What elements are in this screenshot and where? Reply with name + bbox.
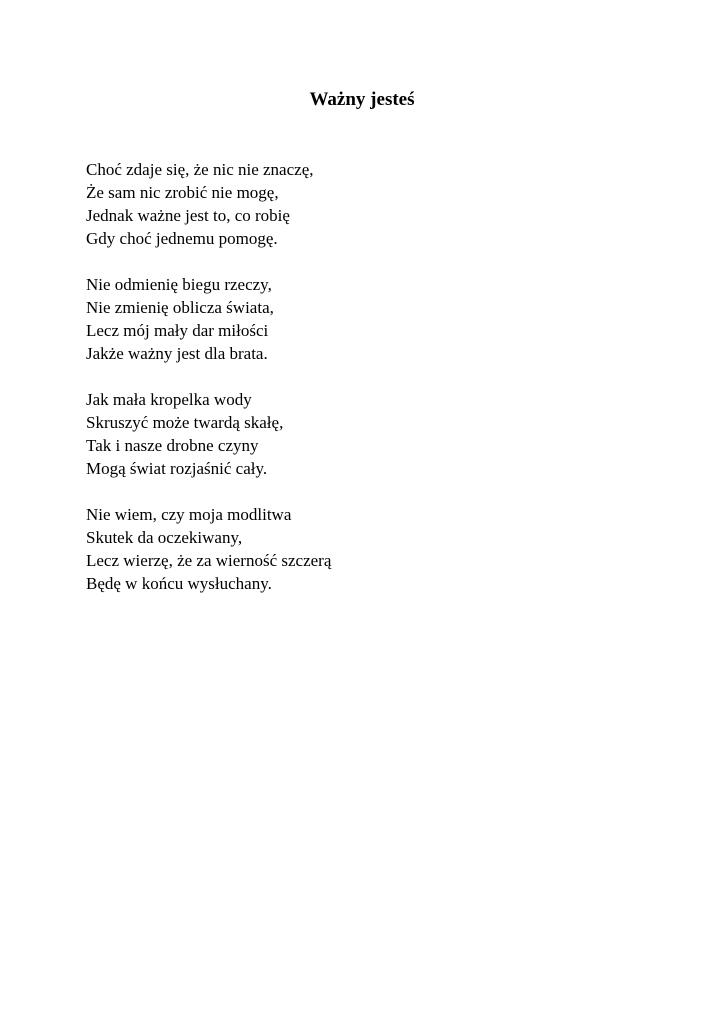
stanza-2 bbox=[86, 273, 646, 365]
poem-line: Nie wiem, czy moja modlitwa bbox=[86, 505, 292, 524]
poem-line: Jednak ważne jest to, co robię bbox=[86, 206, 290, 225]
stanza-3 bbox=[86, 388, 646, 480]
stanza-1 bbox=[86, 158, 646, 250]
poem-line: Nie zmienię oblicza świata, bbox=[86, 298, 274, 317]
poem-line: Będę w końcu wysłuchany. bbox=[86, 574, 272, 593]
poem-line: Jak mała kropelka wody bbox=[86, 390, 252, 409]
stanza-4 bbox=[86, 503, 646, 595]
poem-line: Choć zdaje się, że nic nie znaczę, bbox=[86, 160, 314, 179]
poem-line: Mogą świat rozjaśnić cały. bbox=[86, 459, 268, 478]
poem-line: Skruszyć może twardą skałę, bbox=[86, 413, 284, 432]
poem-line: Gdy choć jednemu pomogę. bbox=[86, 229, 278, 248]
poem-line: Lecz mój mały dar miłości bbox=[86, 321, 269, 340]
poem-line: Nie odmienię biegu rzeczy, bbox=[86, 275, 272, 294]
poem-line: Jakże ważny jest dla brata. bbox=[86, 344, 268, 363]
poem-line: Skutek da oczekiwany, bbox=[86, 528, 243, 547]
poem-body bbox=[86, 158, 646, 618]
poem-line: Lecz wierzę, że za wierność szczerą bbox=[86, 551, 332, 570]
poem-title: Ważny jesteś bbox=[309, 89, 415, 110]
poem-line: Tak i nasze drobne czyny bbox=[86, 436, 259, 455]
poem-line: Że sam nic zrobić nie mogę, bbox=[86, 183, 279, 202]
